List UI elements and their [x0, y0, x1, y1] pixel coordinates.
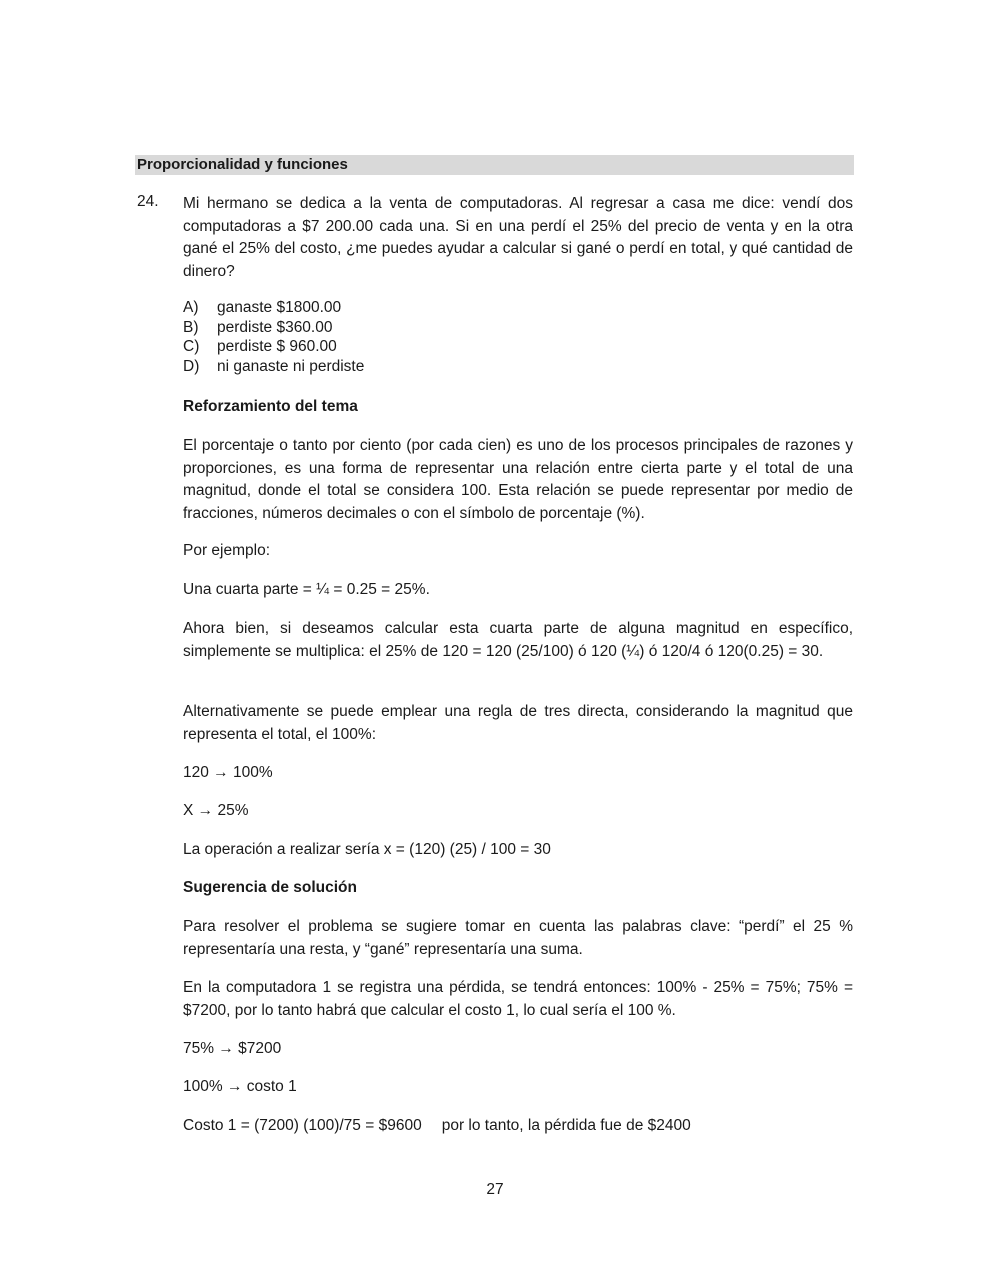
option-text: perdiste $360.00: [217, 318, 333, 336]
question-text: Mi hermano se dedica a la venta de computadoras. Al regresar a casa me dice: vendí dos computadoras a $7 200.00 cada una. Si en una perdí el 25% del precio de venta y en la otra gané el 25% del costo, ¿me puedes ayudar a calcular si gané o perdí en total, y qué cantidad de dinero?: [183, 195, 853, 280]
rule-of-three-line: X → 25%: [183, 802, 249, 819]
solution-rule-line: 100% → costo 1: [183, 1078, 297, 1095]
answer-options: [183, 298, 853, 376]
solution-heading: Sugerencia de solución: [183, 879, 357, 896]
option-text: ganaste $1800.00: [217, 299, 342, 316]
final-calculation-right: por lo tanto, la pérdida fue de $2400: [441, 1117, 691, 1134]
question-24: [137, 193, 853, 283]
solution-rule-line: 75% → $7200: [183, 1040, 282, 1057]
option-letter: C): [183, 338, 200, 355]
solution-paragraph: Para resolver el problema se sugiere tomar en cuenta las palabras clave: “perdí” el 25 % representaría una resta, y “gané” representaría una suma.: [183, 918, 853, 958]
option-a: [183, 298, 853, 318]
option-letter: D): [183, 357, 200, 375]
option-text: ni ganaste ni perdiste: [217, 357, 365, 375]
rule-of-three-line: 120 → 100%: [183, 764, 273, 781]
solution-paragraph: En la computadora 1 se registra una pérdida, se tendrá entonces: 100% - 25% = 75%; 75% = $7200, por lo tanto habrá que calcular el costo 1, lo cual sería el 100 %.: [183, 979, 853, 1019]
question-number: 24.: [137, 193, 159, 210]
reinforcement-paragraph: Alternativamente se puede emplear una regla de tres directa, considerando la magnitud que representa el total, el 100%:: [183, 703, 853, 743]
option-letter: B): [183, 318, 199, 336]
reinforcement-paragraph: El porcentaje o tanto por ciento (por cada cien) es uno de los procesos principales de razones y proporciones, es una forma de representar una relación entre cierta parte y el total de una magnitud, donde el total se considera 100. Esta relación se puede representar por medio de fracciones, números decimales o con el símbolo de porcentaje (%).: [183, 437, 853, 522]
example-label: Por ejemplo:: [183, 542, 271, 559]
section-title: Proporcionalidad y funciones: [135, 155, 854, 175]
option-d: [183, 357, 853, 377]
reinforcement-heading: Reforzamiento del tema: [183, 398, 358, 415]
option-c: [183, 337, 853, 357]
final-calculation-left: Costo 1 = (7200) (100)/75 = $9600: [183, 1117, 422, 1134]
page-number: 27: [486, 1181, 504, 1198]
example-quarter: Una cuarta parte = ¼ = 0.25 = 25%.: [183, 581, 430, 598]
final-calculation: [183, 1115, 853, 1138]
option-b: [183, 318, 853, 338]
operation-line: La operación a realizar sería x = (120) (25) / 100 = 30: [183, 841, 551, 858]
option-text: perdiste $ 960.00: [217, 338, 337, 355]
reinforcement-paragraph: Ahora bien, si deseamos calcular esta cuarta parte de alguna magnitud en específico, simplemente se multiplica: el 25% de 120 = 120 (25/100) ó 120 (¼) ó 120/4 ó 120(0.25) = 30.: [183, 620, 853, 660]
option-letter: A): [183, 299, 199, 316]
